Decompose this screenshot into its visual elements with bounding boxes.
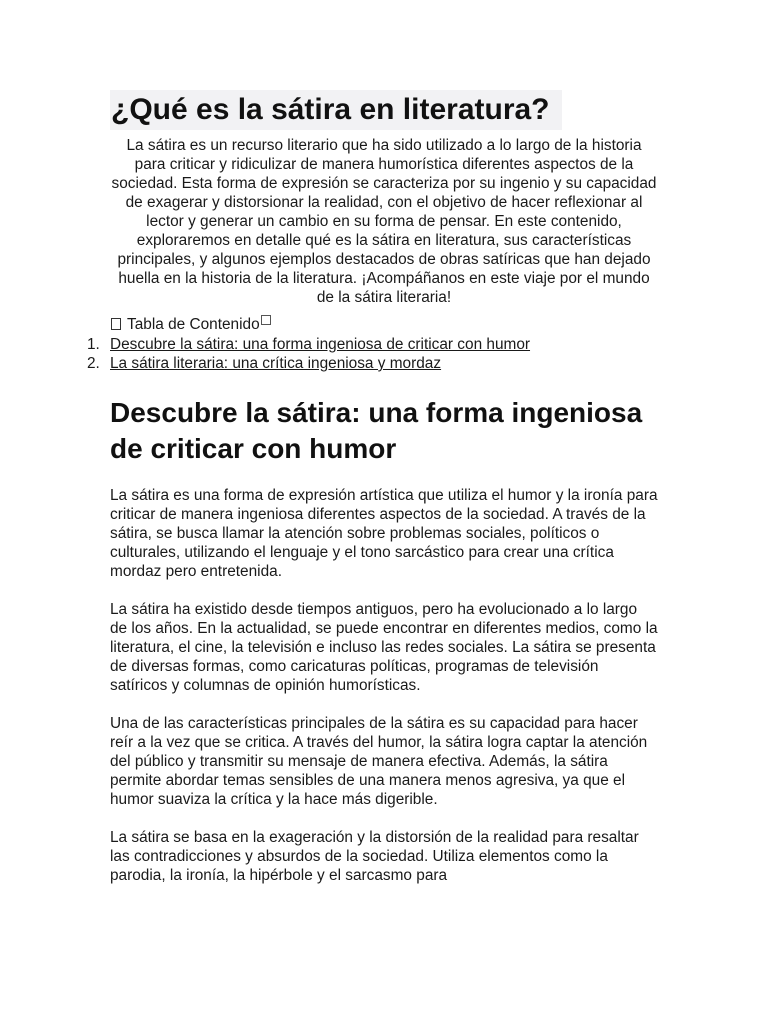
body-paragraph: La sátira se basa en la exageración y la distorsión de la realidad para resaltar las contradicciones y absurdos de la sociedad. Utiliza elementos como la parodia, la ironía, la hipérbole y el sarcasmo para	[110, 829, 639, 884]
page-title: ¿Qué es la sátira en literatura?	[110, 90, 562, 130]
toc-header	[110, 315, 658, 335]
body-paragraph: La sátira ha existido desde tiempos antiguos, pero ha evolucionado a lo largo de los años. En la actualidad, se puede encontrar en diferentes medios, como la literatura, el cine, la televisión e incluso las redes sociales. La sátira se presenta de diversas formas, como caricaturas políticas, programas de televisión satíricos y columnas de opinión humorísticas.	[110, 601, 658, 694]
toggle-icon[interactable]	[261, 315, 271, 325]
document-page	[87, 90, 658, 885]
toc-item-number: 2.	[87, 355, 100, 372]
body-paragraph: Una de las características principales de la sátira es su capacidad para hacer reír a la vez que se critica. A través del humor, la sátira logra captar la atención del público y transmitir su mensaje de manera efectiva. Además, la sátira permite abordar temas sensibles de una manera menos agresiva, ya que el humor suaviza la crítica y la hace más digerible.	[110, 715, 648, 808]
list-icon	[111, 318, 121, 330]
intro-paragraph: La sátira es un recurso literario que ha sido utilizado a lo largo de la historia para criticar y ridiculizar de manera humorística diferentes aspectos de la sociedad. Esta forma de expresión se caracteriza por su ingenio y su capacidad de exagerar y distorsionar la realidad, con el objetivo de hacer reflexionar al lector y generar un cambio en su forma de pensar. En este contenido, exploraremos en detalle qué es la sátira en literatura, sus características principales, y algunos ejemplos destacados de obras satíricas que han dejado huella en la historia de la literatura. ¡Acompáñanos en este viaje por el mundo de la sátira literaria!	[111, 137, 657, 306]
toc-item	[82, 354, 630, 373]
section-heading: Descubre la sátira: una forma ingeniosa de criticar con humor	[110, 397, 643, 464]
toc-item	[82, 335, 630, 354]
toc-link-descubre[interactable]: Descubre la sátira: una forma ingeniosa de criticar con humor	[110, 336, 531, 353]
toc-list	[82, 335, 630, 373]
toc-item-number: 1.	[87, 336, 100, 353]
toc-label: Tabla de Contenido	[127, 316, 260, 333]
body-paragraph: La sátira es una forma de expresión artística que utiliza el humor y la ironía para criticar de manera ingeniosa diferentes aspectos de la sociedad. A través de la sátira, se busca llamar la atención sobre problemas sociales, políticos o culturales, utilizando el lenguaje y el tono sarcástico para crear una crítica mordaz pero entretenida.	[110, 487, 658, 580]
toc-link-satira-literaria[interactable]: La sátira literaria: una crítica ingeniosa y mordaz	[110, 355, 442, 372]
